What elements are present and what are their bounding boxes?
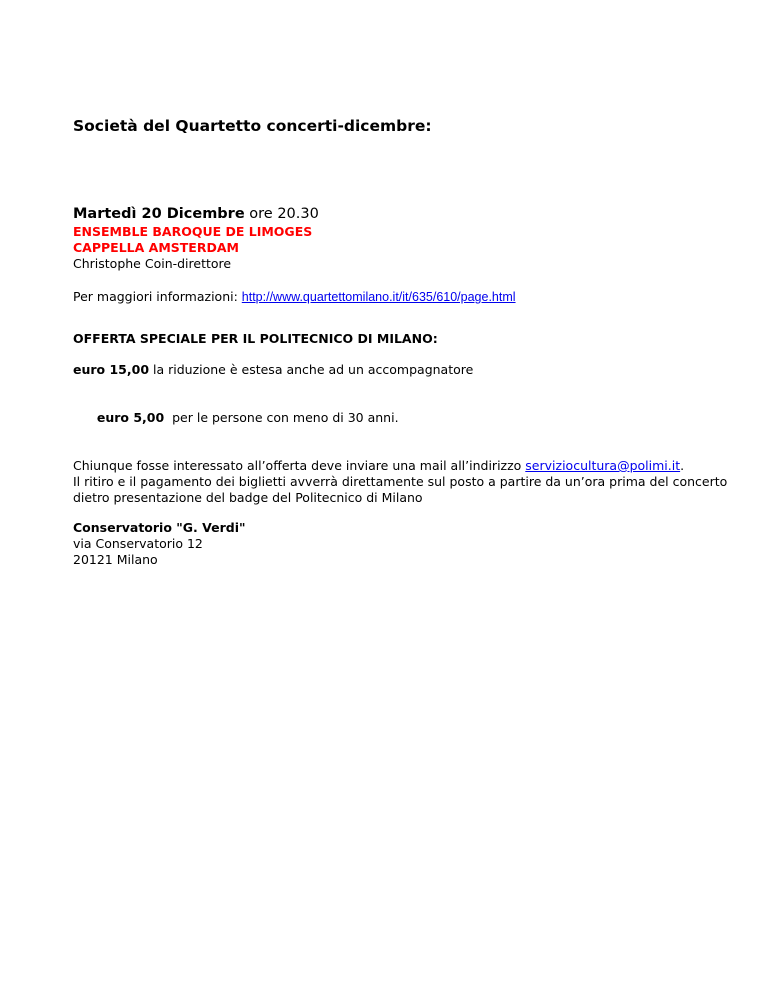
venue-block — [73, 520, 733, 568]
concert-date-line — [73, 204, 733, 224]
offer-price-1 — [73, 362, 733, 378]
offer-contact-block — [73, 458, 733, 506]
offer-price-2-amount: euro 5,00 — [96, 410, 165, 425]
offer-contact-line — [73, 458, 733, 474]
concert-time: ore 20.30 — [244, 206, 319, 222]
info-label: Per maggiori informazioni: — [73, 289, 242, 304]
offer-price-2 — [73, 394, 733, 442]
ensemble-name-2: CAPPELLA AMSTERDAM — [73, 240, 239, 255]
concert-date: Martedì 20 Dicembre — [73, 206, 245, 222]
venue-street: via Conservatorio 12 — [73, 536, 203, 551]
info-link[interactable]: http://www.quartettomilano.it/it/635/610/page.html — [241, 290, 516, 304]
page-title: Società del Quartetto concerti-dicembre: — [73, 117, 432, 135]
offer-price-1-amount: euro 15,00 — [73, 362, 150, 377]
pickup-line-2: dietro presentazione del badge del Politecnico di Milano — [73, 490, 423, 505]
concert-section — [73, 204, 733, 568]
contact-email-link[interactable]: serviziocultura@polimi.it — [525, 458, 681, 473]
venue-city: 20121 Milano — [73, 552, 158, 567]
ensemble-name-1: ENSEMBLE BAROQUE DE LIMOGES — [73, 224, 313, 239]
offer-price-1-text: la riduzione è estesa anche ad un accompagnatore — [149, 362, 474, 377]
venue-name: Conservatorio "G. Verdi" — [73, 520, 246, 535]
offer-price-2-text: per le persone con meno di 30 anni. — [164, 410, 399, 425]
offer-contact-suffix: . — [680, 458, 685, 473]
offer-contact-text: Chiunque fosse interessato all’offerta deve inviare una mail all’indirizzo — [73, 458, 526, 473]
offer-heading: OFFERTA SPECIALE PER IL POLITECNICO DI MILANO: — [73, 331, 438, 346]
pickup-line-1: Il ritiro e il pagamento dei biglietti avverrà direttamente sul posto a partire da un’ora prima del concerto — [73, 474, 728, 489]
info-line — [73, 289, 733, 305]
concert-director: Christophe Coin-direttore — [73, 256, 232, 271]
